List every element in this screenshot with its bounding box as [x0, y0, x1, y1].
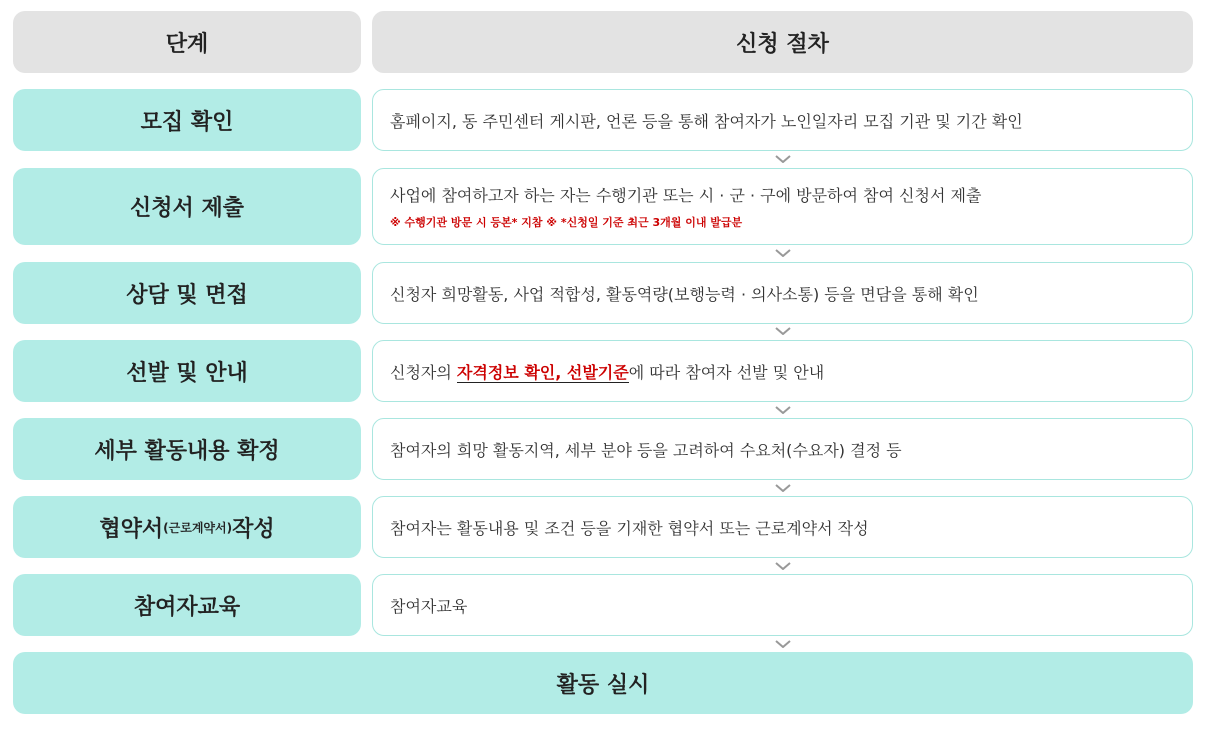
chevron-down-icon [775, 327, 791, 335]
chevron-down-icon [775, 406, 791, 414]
description-text: 참여자교육 [390, 596, 468, 616]
chevron-down-icon [775, 155, 791, 163]
final-step: 활동 실시 [13, 652, 1193, 714]
description-text [390, 360, 1192, 383]
stage-label: 참여자교육 [13, 574, 361, 636]
chevron-down-icon [775, 562, 791, 570]
step-row [13, 340, 1193, 402]
stage-description [372, 262, 1193, 324]
description-highlight: 자격정보 확인, 선발기준 [456, 362, 629, 382]
stage-label: 신청서 제출 [13, 168, 361, 245]
step-row [13, 168, 1193, 245]
stage-label: 모집 확인 [13, 89, 361, 151]
stage-main: 협약서 [99, 516, 164, 542]
stage-label: 세부 활동내용 확정 [13, 418, 361, 480]
stage-description [372, 496, 1193, 558]
stage-small: (근로계약서) [163, 520, 233, 535]
step-row [13, 574, 1193, 636]
stage-end: 작성 [232, 516, 275, 542]
description-text: 사업에 참여하고자 하는 자는 수행기관 또는 시 · 군 · 구에 방문하여 참여 신청서 제출 [390, 186, 982, 205]
description-text: 홈페이지, 동 주민센터 게시판, 언론 등을 통해 참여자가 노인일자리 모집 기관 및 기간 확인 [390, 111, 1023, 131]
description-text: 참여자는 활동내용 및 조건 등을 기재한 협약서 또는 근로계약서 작성 [390, 518, 869, 538]
step-row [13, 89, 1193, 151]
step-row [13, 262, 1193, 324]
stage-label [13, 496, 361, 558]
stage-label: 상담 및 면접 [13, 262, 361, 324]
stage-description [372, 89, 1193, 151]
header-step: 단계 [13, 11, 361, 73]
description-note: ※ 수행기관 방문 시 등본* 지참 ※ *신청일 기준 최근 3개월 이내 발급분 [390, 216, 743, 229]
stage-label: 선발 및 안내 [13, 340, 361, 402]
step-row [13, 418, 1193, 480]
stage-description [372, 168, 1193, 245]
description-text: 참여자의 희망 활동지역, 세부 분야 등을 고려하여 수요처(수요자) 결정 등 [390, 440, 902, 460]
stage-description [372, 340, 1193, 402]
description-text: 신청자 희망활동, 사업 적합성, 활동역량(보행능력 · 의사소통) 등을 면담을 통해 확인 [390, 284, 979, 304]
stage-description [372, 574, 1193, 636]
description-pre: 신청자의 [390, 362, 457, 382]
description-post: 에 따라 참여자 선발 및 안내 [628, 362, 825, 382]
step-row [13, 496, 1193, 558]
header-procedure: 신청 절차 [372, 11, 1193, 73]
stage-description [372, 418, 1193, 480]
chevron-down-icon [775, 484, 791, 492]
chevron-down-icon [775, 640, 791, 648]
chevron-down-icon [775, 249, 791, 257]
